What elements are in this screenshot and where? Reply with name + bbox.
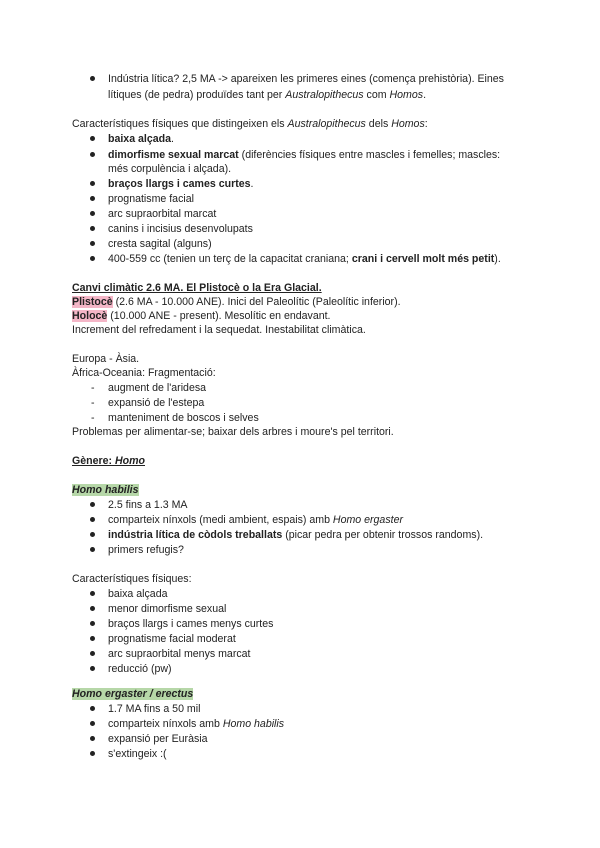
bullet-dot <box>90 502 95 507</box>
plistocene-line: Plistocè (2.6 MA - 10.000 ANE). Inici del Paleolític (Paleolític inferior). <box>72 296 401 308</box>
bullet-dot <box>90 606 95 611</box>
list-item: comparteix nínxols amb Homo habilis <box>108 718 285 730</box>
bullet-dot <box>90 517 95 522</box>
bullet-dot <box>90 736 95 741</box>
list-item: reducció (pw) <box>108 663 172 675</box>
europe-asia-line: Europa - Àsia. <box>72 353 140 365</box>
list-item: prognatisme facial <box>108 193 194 205</box>
holocene-line: Holocè (10.000 ANE - present). Mesolític en endavant. <box>72 310 331 322</box>
bullet-dot <box>90 651 95 656</box>
bullet-dot <box>90 706 95 711</box>
bullet-dot <box>90 256 95 261</box>
bullet-dot <box>90 751 95 756</box>
habilis-traits-title: Característiques físiques: <box>72 573 192 585</box>
list-item: braços llargs i cames curtes. <box>108 178 254 190</box>
list-item-continuation: més corpulència i alçada). <box>108 163 232 175</box>
list-item: indústria lítica de còdols treballats (picar pedra per obtenir trossos randoms). <box>108 529 484 541</box>
bullet-dot <box>90 196 95 201</box>
bullet-dot <box>90 532 95 537</box>
list-item: canins i incisius desenvolupats <box>108 223 253 235</box>
bullet-dot <box>90 181 95 186</box>
list-item: 400-559 cc (tenien un terç de la capacitat craniana; crani i cervell molt més petit). <box>108 253 501 265</box>
bullet-dot <box>90 152 95 157</box>
ergaster-heading: Homo ergaster / erectus <box>72 688 194 700</box>
list-item: comparteix nínxols (medi ambient, espais) amb Homo ergaster <box>108 514 403 526</box>
list-item: menor dimorfisme sexual <box>108 603 227 615</box>
list-item: manteniment de boscos i selves <box>108 412 259 424</box>
climate-text: Increment del refredament i la sequedat. Inestabilitat climàtica. <box>72 324 366 336</box>
list-item: expansió de l'estepa <box>108 397 205 409</box>
list-item: primers refugis? <box>108 544 184 556</box>
list-item: s'extingeix :( <box>108 748 167 760</box>
australopithecus-intro: Característiques físiques que distingeixen els Australopithecus dels Homos: <box>72 118 428 130</box>
bullet-dot <box>90 721 95 726</box>
list-item: expansió per Euràsia <box>108 733 208 745</box>
list-item: cresta sagital (alguns) <box>108 238 212 250</box>
plistocene-highlight: Plistocè <box>72 296 113 308</box>
list-item: arc supraorbital marcat <box>108 208 217 220</box>
dash-marker: - <box>91 397 95 409</box>
bullet-dot <box>90 666 95 671</box>
list-item: 1.7 MA fins a 50 mil <box>108 703 201 715</box>
bullet-dot <box>90 211 95 216</box>
list-item: baixa alçada <box>108 588 168 600</box>
list-item: prognatisme facial moderat <box>108 633 236 645</box>
bullet-dot <box>90 241 95 246</box>
bullet-dot <box>90 136 95 141</box>
bullet-dot <box>90 226 95 231</box>
bullet-dot <box>90 621 95 626</box>
list-item: baixa alçada. <box>108 133 174 145</box>
bullet-dot <box>90 76 95 81</box>
list-item: 2.5 fins a 1.3 MA <box>108 499 188 511</box>
intro-bullet-line-1: Indústria lítica? 2,5 MA -> apareixen les primeres eines (comença prehistòria). Eines <box>108 73 504 85</box>
bullet-dot <box>90 636 95 641</box>
genus-heading: Gènere: Homo <box>72 455 145 467</box>
bullet-dot <box>90 591 95 596</box>
habilis-heading: Homo habilis <box>72 484 139 496</box>
holocene-highlight: Holocè <box>72 310 108 322</box>
intro-bullet-line-2: lítiques (de pedra) produïdes tant per Australopithecus com Homos. <box>108 89 427 101</box>
bullet-dot <box>90 547 95 552</box>
africa-oceania-line: Àfrica-Oceania: Fragmentació: <box>72 367 216 379</box>
list-item: dimorfisme sexual marcat (diferències físiques entre mascles i femelles; mascles: <box>108 149 501 161</box>
list-item: braços llargs i cames menys curtes <box>108 618 274 630</box>
dash-marker: - <box>91 382 95 394</box>
list-item: arc supraorbital menys marcat <box>108 648 251 660</box>
list-item: augment de l'aridesa <box>108 382 207 394</box>
climate-heading: Canvi climàtic 2.6 MA. El Plistocè o la Era Glacial. <box>72 282 322 294</box>
dash-marker: - <box>91 412 95 424</box>
problems-line: Problemas per alimentar-se; baixar dels arbres i moure's pel territori. <box>72 426 394 438</box>
